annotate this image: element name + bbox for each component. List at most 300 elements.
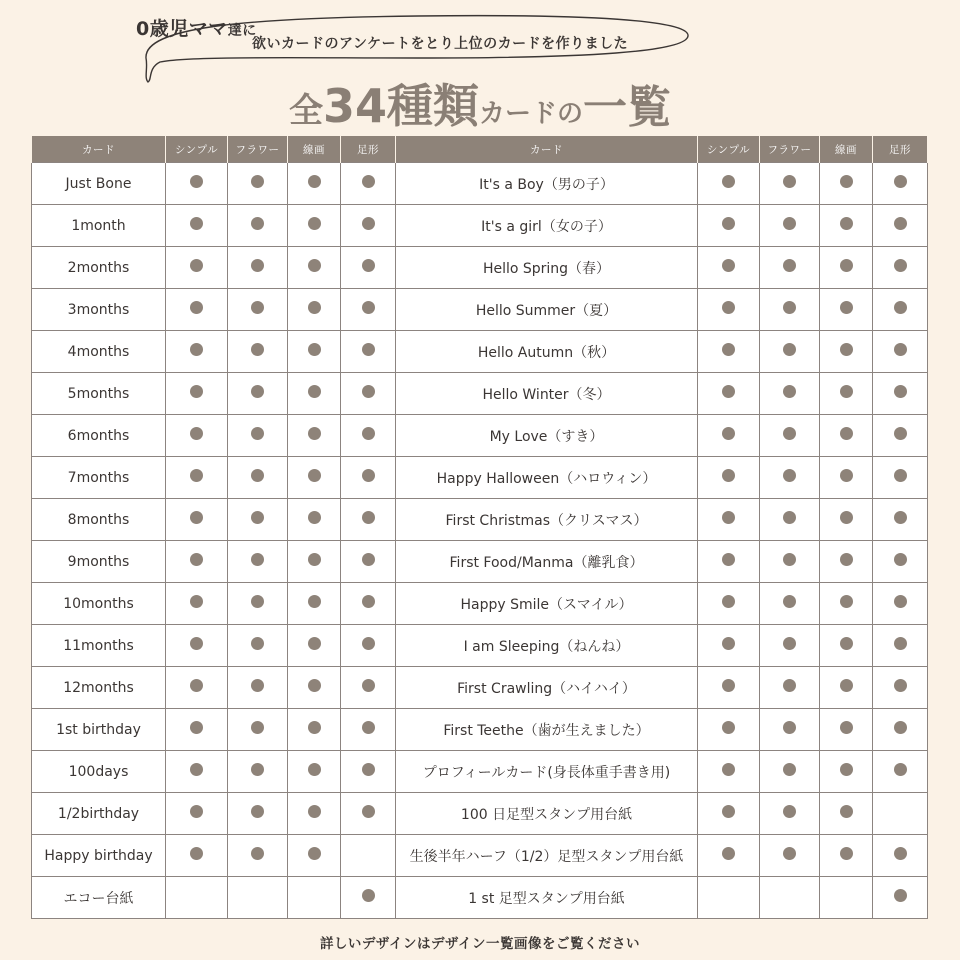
available-dot-icon [251,511,264,524]
available-dot-icon [362,217,375,230]
availability-cell-lineart [820,247,873,289]
available-dot-icon [840,301,853,314]
card-name-right: Hello Summer（夏） [396,289,698,331]
availability-cell-simple [166,205,228,247]
availability-cell-flower [760,751,820,793]
card-name-right: First Crawling（ハイハイ） [396,667,698,709]
available-dot-icon [894,679,907,692]
availability-cell-flower [760,415,820,457]
availability-cell-lineart [820,373,873,415]
availability-cell-footprint [341,247,396,289]
table-row [32,667,928,709]
available-dot-icon [722,637,735,650]
available-dot-icon [251,721,264,734]
card-name-left: 6months [32,415,166,457]
available-dot-icon [362,385,375,398]
available-dot-icon [894,427,907,440]
card-name-left: 1/2birthday [32,793,166,835]
availability-cell-footprint [341,835,396,877]
availability-cell-lineart [820,541,873,583]
availability-cell-footprint [341,205,396,247]
availability-cell-footprint [873,205,928,247]
card-name-right: Happy Smile（スマイル） [396,583,698,625]
available-dot-icon [840,595,853,608]
availability-cell-footprint [341,667,396,709]
availability-cell-footprint [873,457,928,499]
availability-cell-simple [698,247,760,289]
card-name-left: 7months [32,457,166,499]
available-dot-icon [251,553,264,566]
availability-cell-simple [166,499,228,541]
bubble-headline-main: 0歳児ママ [136,18,228,40]
available-dot-icon [362,175,375,188]
available-dot-icon [840,763,853,776]
availability-cell-lineart [820,289,873,331]
availability-cell-footprint [341,499,396,541]
header-simple-left: シンプル [166,136,228,163]
available-dot-icon [308,847,321,860]
availability-cell-simple [166,751,228,793]
available-dot-icon [362,259,375,272]
availability-cell-flower [760,499,820,541]
table-header-row [32,136,928,163]
available-dot-icon [190,217,203,230]
available-dot-icon [840,343,853,356]
available-dot-icon [190,763,203,776]
available-dot-icon [840,721,853,734]
available-dot-icon [894,763,907,776]
table-row [32,247,928,289]
availability-cell-flower [760,583,820,625]
availability-cell-flower [228,289,288,331]
availability-cell-footprint [341,541,396,583]
available-dot-icon [783,175,796,188]
available-dot-icon [722,511,735,524]
available-dot-icon [251,343,264,356]
availability-cell-simple [698,205,760,247]
availability-cell-flower [760,709,820,751]
available-dot-icon [722,763,735,776]
availability-cell-flower [760,877,820,919]
card-name-right: プロフィールカード(身長体重手書き用) [396,751,698,793]
available-dot-icon [894,175,907,188]
availability-cell-lineart [288,163,341,205]
available-dot-icon [362,679,375,692]
card-name-right: First Food/Manma（離乳食） [396,541,698,583]
available-dot-icon [362,889,375,902]
card-name-right: I am Sleeping（ねんね） [396,625,698,667]
available-dot-icon [783,259,796,272]
availability-cell-lineart [288,247,341,289]
card-name-right: First Teethe（歯が生えました） [396,709,698,751]
table-row [32,835,928,877]
available-dot-icon [251,637,264,650]
available-dot-icon [783,553,796,566]
availability-cell-simple [166,709,228,751]
availability-cell-footprint [341,709,396,751]
availability-cell-simple [166,793,228,835]
availability-cell-simple [698,499,760,541]
availability-cell-lineart [820,793,873,835]
available-dot-icon [362,637,375,650]
card-name-left: 8months [32,499,166,541]
availability-cell-simple [166,457,228,499]
available-dot-icon [722,343,735,356]
available-dot-icon [190,553,203,566]
availability-cell-lineart [288,751,341,793]
availability-cell-lineart [288,583,341,625]
availability-cell-lineart [288,499,341,541]
available-dot-icon [722,175,735,188]
table-row [32,373,928,415]
availability-cell-simple [166,835,228,877]
table-row [32,793,928,835]
availability-cell-flower [228,625,288,667]
available-dot-icon [362,595,375,608]
available-dot-icon [722,847,735,860]
table-row [32,751,928,793]
availability-cell-flower [760,205,820,247]
available-dot-icon [308,343,321,356]
card-name-left: Just Bone [32,163,166,205]
availability-cell-simple [698,877,760,919]
available-dot-icon [251,259,264,272]
availability-cell-footprint [873,625,928,667]
available-dot-icon [783,595,796,608]
card-name-left: Happy birthday [32,835,166,877]
available-dot-icon [894,847,907,860]
availability-cell-lineart [820,457,873,499]
available-dot-icon [894,301,907,314]
available-dot-icon [362,427,375,440]
available-dot-icon [251,847,264,860]
availability-cell-lineart [820,331,873,373]
table-body [32,163,928,919]
availability-cell-flower [760,541,820,583]
header-card-right: カード [396,136,698,163]
availability-cell-lineart [820,163,873,205]
availability-cell-footprint [873,331,928,373]
available-dot-icon [251,679,264,692]
availability-cell-flower [228,709,288,751]
card-name-left: 1month [32,205,166,247]
available-dot-icon [894,721,907,734]
availability-cell-simple [698,625,760,667]
available-dot-icon [251,175,264,188]
card-name-left: 3months [32,289,166,331]
availability-cell-lineart [288,331,341,373]
available-dot-icon [840,175,853,188]
available-dot-icon [783,805,796,818]
availability-cell-lineart [288,667,341,709]
availability-cell-footprint [341,877,396,919]
availability-cell-footprint [873,289,928,331]
available-dot-icon [722,259,735,272]
availability-cell-simple [698,793,760,835]
availability-cell-simple [698,709,760,751]
available-dot-icon [308,385,321,398]
available-dot-icon [894,385,907,398]
available-dot-icon [362,805,375,818]
page-title [0,70,960,136]
card-name-left: 100days [32,751,166,793]
available-dot-icon [894,637,907,650]
available-dot-icon [362,511,375,524]
availability-cell-footprint [873,709,928,751]
available-dot-icon [894,595,907,608]
available-dot-icon [840,679,853,692]
availability-cell-lineart [820,667,873,709]
card-name-right: First Christmas（クリスマス） [396,499,698,541]
title-part-all: 全 [288,91,323,131]
availability-cell-simple [166,583,228,625]
availability-cell-footprint [873,583,928,625]
availability-cell-lineart [288,877,341,919]
availability-cell-flower [760,163,820,205]
availability-cell-simple [698,835,760,877]
available-dot-icon [783,343,796,356]
availability-cell-lineart [820,877,873,919]
availability-cell-simple [166,289,228,331]
available-dot-icon [308,553,321,566]
title-part-count: 34種類 [322,79,479,133]
header-simple-right: シンプル [698,136,760,163]
available-dot-icon [308,805,321,818]
availability-cell-simple [698,163,760,205]
available-dot-icon [251,217,264,230]
available-dot-icon [308,217,321,230]
available-dot-icon [894,511,907,524]
available-dot-icon [783,217,796,230]
availability-cell-simple [166,247,228,289]
available-dot-icon [190,805,203,818]
header-flower-right: フラワー [760,136,820,163]
table-row [32,499,928,541]
table-row [32,877,928,919]
available-dot-icon [722,805,735,818]
card-name-left: 4months [32,331,166,373]
availability-cell-footprint [873,877,928,919]
availability-cell-flower [228,793,288,835]
table-row [32,625,928,667]
available-dot-icon [251,301,264,314]
available-dot-icon [722,217,735,230]
availability-cell-footprint [873,499,928,541]
availability-cell-simple [166,877,228,919]
availability-cell-flower [228,373,288,415]
availability-cell-footprint [341,625,396,667]
available-dot-icon [190,679,203,692]
available-dot-icon [190,175,203,188]
availability-cell-simple [166,373,228,415]
availability-cell-simple [698,583,760,625]
availability-cell-lineart [288,373,341,415]
availability-cell-lineart [820,583,873,625]
availability-cell-footprint [873,415,928,457]
availability-cell-simple [166,163,228,205]
available-dot-icon [894,553,907,566]
available-dot-icon [840,259,853,272]
available-dot-icon [783,847,796,860]
availability-cell-lineart [288,541,341,583]
availability-cell-simple [166,625,228,667]
availability-cell-footprint [873,247,928,289]
available-dot-icon [308,469,321,482]
available-dot-icon [840,805,853,818]
bubble-headline [136,14,257,41]
available-dot-icon [308,637,321,650]
availability-cell-lineart [820,205,873,247]
available-dot-icon [840,637,853,650]
available-dot-icon [251,385,264,398]
card-name-right: 100 日足型スタンプ用台紙 [396,793,698,835]
available-dot-icon [251,427,264,440]
available-dot-icon [783,721,796,734]
availability-cell-footprint [873,373,928,415]
card-name-left: 5months [32,373,166,415]
availability-cell-simple [698,415,760,457]
bubble-headline-suffix: 達に [227,23,257,39]
availability-cell-flower [228,499,288,541]
available-dot-icon [722,595,735,608]
available-dot-icon [894,343,907,356]
available-dot-icon [840,217,853,230]
table-row [32,163,928,205]
card-name-left: 12months [32,667,166,709]
availability-cell-footprint [873,835,928,877]
card-name-right: Happy Halloween（ハロウィン） [396,457,698,499]
available-dot-icon [190,301,203,314]
card-name-right: It's a girl（女の子） [396,205,698,247]
card-name-left: 9months [32,541,166,583]
card-name-left: 11months [32,625,166,667]
available-dot-icon [840,385,853,398]
card-list-table [31,136,928,919]
availability-cell-flower [228,331,288,373]
availability-cell-simple [698,541,760,583]
availability-cell-lineart [288,625,341,667]
available-dot-icon [308,175,321,188]
available-dot-icon [190,847,203,860]
available-dot-icon [362,469,375,482]
available-dot-icon [722,427,735,440]
availability-cell-footprint [341,289,396,331]
availability-cell-lineart [288,415,341,457]
availability-cell-simple [698,457,760,499]
available-dot-icon [190,259,203,272]
available-dot-icon [783,511,796,524]
available-dot-icon [722,469,735,482]
availability-cell-footprint [873,751,928,793]
availability-cell-flower [228,457,288,499]
bubble-subtext: 欲いカードのアンケートをとり上位のカードを作りました [252,36,629,52]
availability-cell-footprint [873,541,928,583]
availability-cell-footprint [341,163,396,205]
availability-cell-footprint [341,583,396,625]
available-dot-icon [308,259,321,272]
available-dot-icon [308,427,321,440]
available-dot-icon [190,469,203,482]
available-dot-icon [251,805,264,818]
card-name-right: Hello Spring（春） [396,247,698,289]
availability-cell-simple [698,751,760,793]
table-row [32,331,928,373]
availability-cell-simple [166,415,228,457]
table-row [32,289,928,331]
footer-note: 詳しいデザインはデザイン一覧画像をご覧ください [319,936,641,952]
available-dot-icon [722,553,735,566]
header-footprint-left: 足形 [341,136,396,163]
card-name-right: 1 st 足型スタンプ用台紙 [396,877,698,919]
availability-cell-footprint [341,373,396,415]
available-dot-icon [722,301,735,314]
available-dot-icon [190,427,203,440]
availability-cell-footprint [873,793,928,835]
available-dot-icon [190,343,203,356]
availability-cell-lineart [288,289,341,331]
card-name-left: エコー台紙 [32,877,166,919]
availability-cell-flower [760,667,820,709]
available-dot-icon [362,763,375,776]
available-dot-icon [783,469,796,482]
header-lineart-right: 線画 [820,136,873,163]
availability-cell-lineart [288,709,341,751]
availability-cell-flower [228,751,288,793]
header-lineart-left: 線画 [288,136,341,163]
available-dot-icon [783,301,796,314]
available-dot-icon [783,385,796,398]
available-dot-icon [190,511,203,524]
availability-cell-lineart [288,205,341,247]
available-dot-icon [840,427,853,440]
available-dot-icon [840,469,853,482]
availability-cell-lineart [288,793,341,835]
available-dot-icon [251,469,264,482]
table-row [32,583,928,625]
available-dot-icon [722,679,735,692]
card-name-left: 1st birthday [32,709,166,751]
availability-cell-lineart [820,625,873,667]
available-dot-icon [840,511,853,524]
availability-cell-flower [760,793,820,835]
card-name-right: My Love（すき） [396,415,698,457]
availability-cell-simple [698,289,760,331]
available-dot-icon [190,721,203,734]
available-dot-icon [308,511,321,524]
availability-cell-flower [760,289,820,331]
available-dot-icon [894,217,907,230]
availability-cell-footprint [341,793,396,835]
available-dot-icon [840,553,853,566]
availability-cell-flower [760,457,820,499]
availability-cell-footprint [341,415,396,457]
availability-cell-flower [228,835,288,877]
availability-cell-simple [166,541,228,583]
available-dot-icon [722,385,735,398]
availability-cell-flower [228,415,288,457]
availability-cell-lineart [820,499,873,541]
availability-cell-flower [760,331,820,373]
card-name-left: 10months [32,583,166,625]
card-name-right: 生後半年ハーフ（1/2）足型スタンプ用台紙 [396,835,698,877]
available-dot-icon [308,301,321,314]
table-row [32,457,928,499]
availability-cell-simple [698,331,760,373]
availability-cell-footprint [873,163,928,205]
availability-cell-footprint [341,331,396,373]
card-name-left: 2months [32,247,166,289]
availability-cell-flower [228,163,288,205]
